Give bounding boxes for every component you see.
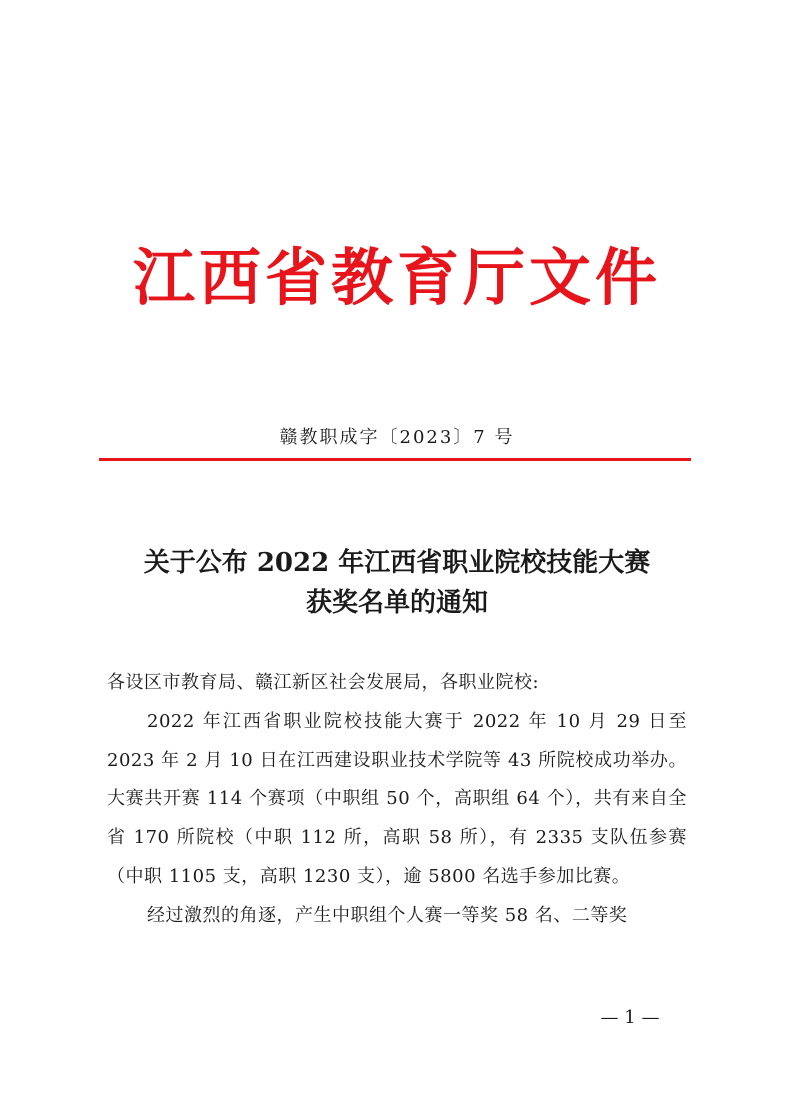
notice-title-line-1: 关于公布 2022 年江西省职业院校技能大赛 [143, 548, 651, 578]
page-number: — 1 — [600, 1007, 660, 1028]
document-number: 赣教职成字〔2023〕7 号 [279, 427, 515, 448]
red-divider-line [99, 458, 691, 461]
masthead-title: 江西省教育厅文件 [132, 241, 661, 314]
notice-body [107, 664, 687, 936]
body-paragraph-2: 经过激烈的角逐，产生中职组个人赛一等奖 58 名、二等奖 [147, 904, 628, 926]
body-paragraph-1: 2022 年江西省职业院校技能大赛于 2022 年 10 月 29 日至 2023 年 2 月 10 日在江西建设职业技术学院等 43 所院校成功举办。大赛共开赛 114 个赛项（中职组 50 个，高职组 64 个），共有来自全省 170 所院校（中职 112 所，高职 58 所），有 2335 支队伍参赛（中职 1105 支，高职 1230 支），逾 5800 名选手参加比赛。 [107, 710, 687, 887]
salutation: 各设区市教育局、赣江新区社会发展局，各职业院校: [107, 672, 540, 693]
notice-title [60, 543, 734, 623]
notice-title-line-2: 获奖名单的通知 [305, 588, 488, 618]
